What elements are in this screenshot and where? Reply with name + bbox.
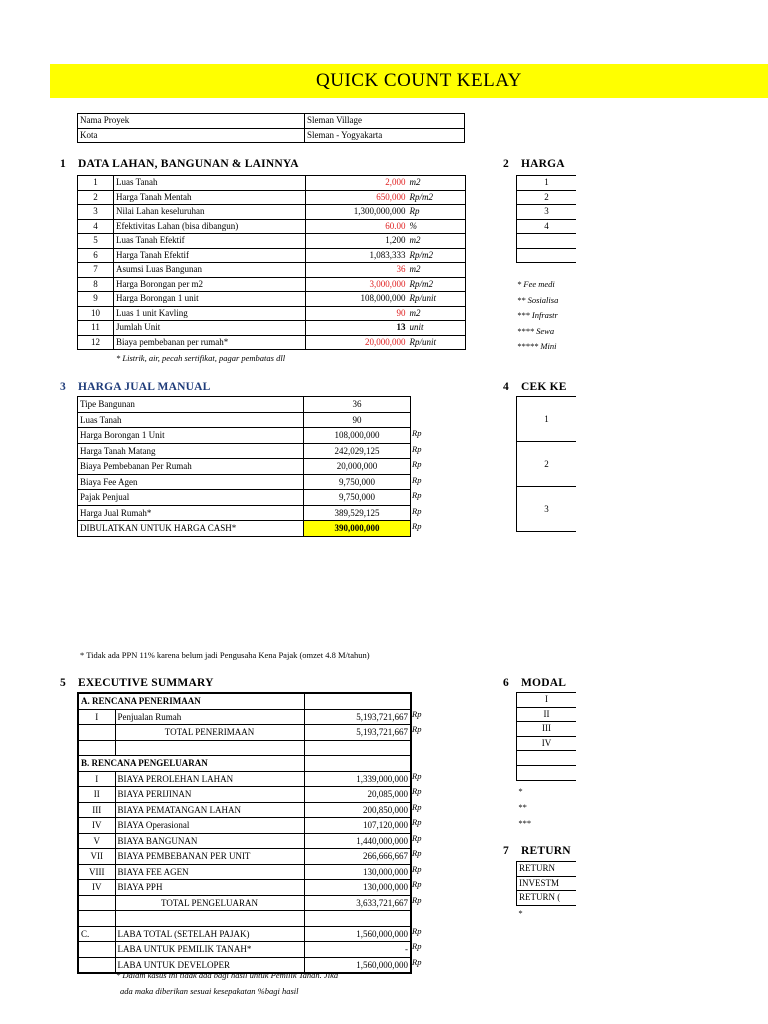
section-number: 7 [503,845,509,857]
row-label: BIAYA PPH [115,880,304,896]
row-value: 36 [306,263,408,278]
check-table [516,396,576,532]
subsection-title: A. RENCANA PENERIMAAN [78,693,304,709]
row-unit: Rp [412,879,422,889]
row-value: 200,850,000 [304,802,411,818]
row-number [78,942,115,958]
row-label: Luas Tanah [114,176,306,191]
row-label: LABA TOTAL (SETELAH PAJAK) [115,926,304,942]
sale-price-row [78,459,411,475]
row-unit: Rp [412,941,422,951]
section-number: 1 [60,158,66,170]
project-label: Kota [78,128,305,143]
land-data-row [78,263,466,278]
row-value: 108,000,000 [304,428,411,444]
section-1-heading [60,158,299,170]
row-unit: Rp/m2 [408,277,466,292]
empty-row [78,740,411,756]
sale-price-row [78,428,411,444]
expense-total-row [78,895,411,911]
row-unit: m2 [408,306,466,321]
section-title: CEK KE [521,381,567,393]
empty-cell [304,693,411,709]
expense-title-row [78,756,411,772]
section-number: 3 [60,381,66,393]
project-row [78,114,465,129]
section-title: DATA LAHAN, BANGUNAN & LAINNYA [78,158,299,170]
row-value: 9,750,000 [304,490,411,506]
row-value: 13 [306,321,408,336]
row-label: TOTAL PENERIMAAN [115,725,304,741]
row-label: Efektivitas Lahan (bisa dibangun) [114,219,306,234]
section-number: 6 [503,677,509,689]
land-data-row [78,248,466,263]
row-value: 36 [304,397,411,413]
row-unit: Rp/m2 [408,190,466,205]
row-number: 2 [78,190,114,205]
row-unit: Rp/unit [408,292,466,307]
row-unit: Rp [412,428,422,438]
row-number: II [517,707,577,722]
project-info-table [77,113,465,143]
row-value: 20,000,000 [304,459,411,475]
footnote: * Fee medi [517,279,555,289]
row-label: Asumsi Luas Bangunan [114,263,306,278]
row-label: LABA UNTUK PEMILIK TANAH* [115,942,304,958]
row-label: Tipe Bangunan [78,397,304,413]
row-label: BIAYA BANGUNAN [115,833,304,849]
empty-cell [78,895,115,911]
capital-row [517,707,577,722]
row-number [78,957,115,973]
footnote: ** Sosialisa [517,294,559,305]
project-row [78,128,465,143]
row-value: 3,000,000 [306,277,408,292]
row-number: 8 [78,277,114,292]
empty-cell [78,740,115,756]
expense-row [78,880,411,896]
land-data-row [78,205,466,220]
section-3-heading [60,381,210,393]
row-unit: Rp [412,956,422,967]
row-label: Luas Tanah Efektif [114,234,306,249]
row-number: IV [78,818,115,834]
sale-price-row [78,412,411,428]
sale-price-row [78,505,411,521]
land-data-row [78,219,466,234]
row-number: III [78,802,115,818]
section-number: 4 [503,381,509,393]
row-unit: Rp [412,459,422,469]
row-label: Nilai Lahan keseluruhan [114,205,306,220]
section-title: RETURN [521,845,571,857]
row-label: Harga Tanah Efektif [114,248,306,263]
row-unit: Rp [412,724,422,734]
check-row [517,397,577,442]
row-number: IV [78,880,115,896]
section-title: HARGA [521,158,565,170]
project-value: Sleman - Yogyakarta [305,128,465,143]
row-value: 1,560,000,000 [304,926,411,942]
row-value: 1,560,000,000 [304,957,411,973]
row-number: I [517,693,577,708]
row-unit: Rp [412,848,422,858]
return-row [517,876,577,891]
section-6-heading [503,677,566,689]
row-number: 7 [78,263,114,278]
row-unit: Rp/unit [408,335,466,350]
manual-sale-price-table [77,396,411,537]
empty-cell [517,234,577,249]
row-value: 90 [304,412,411,428]
return-table [516,861,576,906]
expense-row [78,864,411,880]
check-row [517,442,577,487]
row-value: 650,000 [306,190,408,205]
revenue-total-row [78,725,411,741]
section-7-note: * [518,908,523,918]
price-row [517,205,577,220]
empty-row [517,248,577,263]
row-label: Harga Borongan 1 Unit [78,428,304,444]
row-unit: Rp/m2 [408,248,466,263]
row-label: DIBULATKAN UNTUK HARGA CASH* [78,521,304,537]
row-label: BIAYA Operasional [115,818,304,834]
row-unit: m2 [408,263,466,278]
row-value: 1,300,000,000 [306,205,408,220]
section-4-heading [503,381,567,393]
row-unit: unit [408,321,466,336]
profit-row [78,926,411,942]
row-number: I [78,771,115,787]
row-unit: Rp [412,801,422,812]
empty-row [517,234,577,249]
row-value: 242,029,125 [304,443,411,459]
row-unit: Rp [412,490,422,500]
row-label: BIAYA PEMATANGAN LAHAN [115,802,304,818]
land-building-table [77,175,466,350]
expense-row [78,818,411,834]
row-number: 1 [517,397,577,442]
footnote: ** [518,802,527,812]
empty-cell [78,911,115,927]
sale-price-row [78,521,411,537]
return-row [517,862,577,877]
row-value: 107,120,000 [304,818,411,834]
row-number: III [517,722,577,737]
row-number: 2 [517,190,577,205]
sale-price-row [78,474,411,490]
row-unit: Rp [412,817,422,827]
sheet-title: QUICK COUNT KELAY [316,70,522,91]
row-label: Luas 1 unit Kavling [114,306,306,321]
revenue-title-row [78,693,411,709]
row-label: LABA UNTUK DEVELOPER [115,957,304,973]
section-title: HARGA JUAL MANUAL [78,381,211,393]
empty-cell [517,248,577,263]
row-label: Pajak Penjual [78,490,304,506]
empty-cell [517,751,577,766]
row-number: 6 [78,248,114,263]
row-value: 1,083,333 [306,248,408,263]
row-unit: Rp [412,894,422,905]
row-unit: Rp [408,205,466,220]
land-data-row [78,292,466,307]
row-label: Biaya Pembebanan Per Rumah [78,459,304,475]
row-number: 5 [78,234,114,249]
row-value: 130,000,000 [304,880,411,896]
expense-row [78,833,411,849]
row-unit: Rp [412,863,422,874]
row-label: Luas Tanah [78,412,304,428]
sheet-title-banner [50,64,768,98]
empty-row [517,751,577,766]
row-value: 108,000,000 [306,292,408,307]
row-value: 1,440,000,000 [304,833,411,849]
row-label: INVESTM [517,876,577,891]
row-label: RETURN [517,862,577,877]
revenue-row [78,709,411,725]
row-number: 9 [78,292,114,307]
row-label: BIAYA PERIJINAN [115,787,304,803]
row-number: 3 [517,487,577,532]
row-value: 5,193,721,667 [304,709,411,725]
footnote: *** [518,818,531,828]
row-number: VIII [78,864,115,880]
row-value: 9,750,000 [304,474,411,490]
row-value: 20,000,000 [306,335,408,350]
row-label: TOTAL PENGELUARAN [115,895,304,911]
footnote: **** Sewa [517,325,555,336]
empty-cell [304,740,411,756]
price-row [517,190,577,205]
row-value: 1,339,000,000 [304,771,411,787]
row-unit: m2 [408,234,466,249]
row-number: 2 [517,442,577,487]
row-label: BIAYA PEMBEBANAN PER UNIT [115,849,304,865]
sale-price-row [78,490,411,506]
row-unit: Rp [412,925,422,936]
row-number: IV [517,736,577,751]
empty-cell [115,740,304,756]
row-value: 3,633,721,667 [304,895,411,911]
row-unit: Rp [412,443,422,454]
row-unit: Rp [412,832,422,843]
land-data-row [78,277,466,292]
land-data-row [78,306,466,321]
capital-row [517,693,577,708]
sale-price-row [78,443,411,459]
section-5-note-2: ada maka diberikan sesuai kesepakatan %bagi hasil [120,986,299,996]
row-number: 10 [78,306,114,321]
empty-row [517,766,577,781]
row-value: 1,200 [306,234,408,249]
row-number: 3 [78,205,114,220]
profit-row [78,942,411,958]
capital-table [516,692,576,781]
empty-row [78,911,411,927]
capital-row [517,736,577,751]
footnote: ***** Mini [517,341,557,351]
return-row [517,891,577,906]
price-row [517,219,577,234]
row-unit: m2 [408,176,466,191]
row-unit: % [408,219,466,234]
row-value: 60.00 [306,219,408,234]
row-number: V [78,833,115,849]
row-number: I [78,709,115,725]
row-number: 3 [517,205,577,220]
row-value: 5,193,721,667 [304,725,411,741]
expense-row [78,787,411,803]
row-label: Biaya pembebanan per rumah* [114,335,306,350]
section-2-heading [503,158,565,170]
land-data-row [78,176,466,191]
footnote: * [518,786,523,796]
land-data-row [78,234,466,249]
row-value: 20,085,000 [304,787,411,803]
row-unit: Rp [412,786,422,796]
row-label: RETURN ( [517,891,577,906]
row-value: 90 [306,306,408,321]
expense-row [78,849,411,865]
row-value: 130,000,000 [304,864,411,880]
expense-row [78,771,411,787]
section-5-heading [60,677,214,689]
row-label: BIAYA PEROLEHAN LAHAN [115,771,304,787]
row-number: II [78,787,115,803]
row-value: 266,666,667 [304,849,411,865]
sale-price-row [78,397,411,413]
row-label: Harga Tanah Mentah [114,190,306,205]
row-number: 12 [78,335,114,350]
row-unit: Rp [412,770,422,781]
check-row [517,487,577,532]
section-1-note: * Listrik, air, pecah sertifikat, pagar pembatas dll [116,353,286,363]
price-row [517,176,577,191]
row-number: 11 [78,321,114,336]
section-number: 2 [503,158,509,170]
row-label: Penjualan Rumah [115,709,304,725]
section-5-note-1: * Dalam kasus ini tidak ada bagi hasil untuk Pemilik Tanah. Jika [116,970,339,980]
subsection-title: B. RENCANA PENGELUARAN [78,756,304,772]
land-data-row [78,190,466,205]
row-number: 4 [78,219,114,234]
row-label: BIAYA FEE AGEN [115,864,304,880]
row-label: Harga Jual Rumah* [78,505,304,521]
executive-summary-table [77,692,412,974]
empty-cell [304,756,411,772]
row-number: 4 [517,219,577,234]
row-unit: Rp [412,708,422,719]
footnote: *** Infrastr [517,310,558,320]
land-data-row [78,335,466,350]
row-label: Harga Borongan per m2 [114,277,306,292]
row-label: Jumlah Unit [114,321,306,336]
row-value: 2,000 [306,176,408,191]
row-label: Harga Tanah Matang [78,443,304,459]
expense-row [78,802,411,818]
row-value: - [304,942,411,958]
row-unit: Rp [412,474,422,485]
row-unit: Rp [412,521,422,531]
row-label: Harga Borongan 1 unit [114,292,306,307]
section-number: 5 [60,677,66,689]
empty-cell [78,725,115,741]
capital-row [517,722,577,737]
row-label: Biaya Fee Agen [78,474,304,490]
empty-cell [517,766,577,781]
empty-cell [115,911,304,927]
row-value: 389,529,125 [304,505,411,521]
row-number: 1 [78,176,114,191]
project-value: Sleman Village [305,114,465,129]
row-number: C. [78,926,115,942]
section-title: EXECUTIVE SUMMARY [78,677,214,689]
project-label: Nama Proyek [78,114,305,129]
row-number: VII [78,849,115,865]
row-value: 390,000,000 [304,521,411,537]
price-table [516,175,576,263]
section-title: MODAL [521,677,567,689]
empty-cell [304,911,411,927]
section-3-note: * Tidak ada PPN 11% karena belum jadi Pengusaha Kena Pajak (omzet 4.8 M/tahun) [80,650,370,660]
row-number: 1 [517,176,577,191]
land-data-row [78,321,466,336]
section-7-heading [503,845,571,857]
row-unit: Rp [412,505,422,516]
